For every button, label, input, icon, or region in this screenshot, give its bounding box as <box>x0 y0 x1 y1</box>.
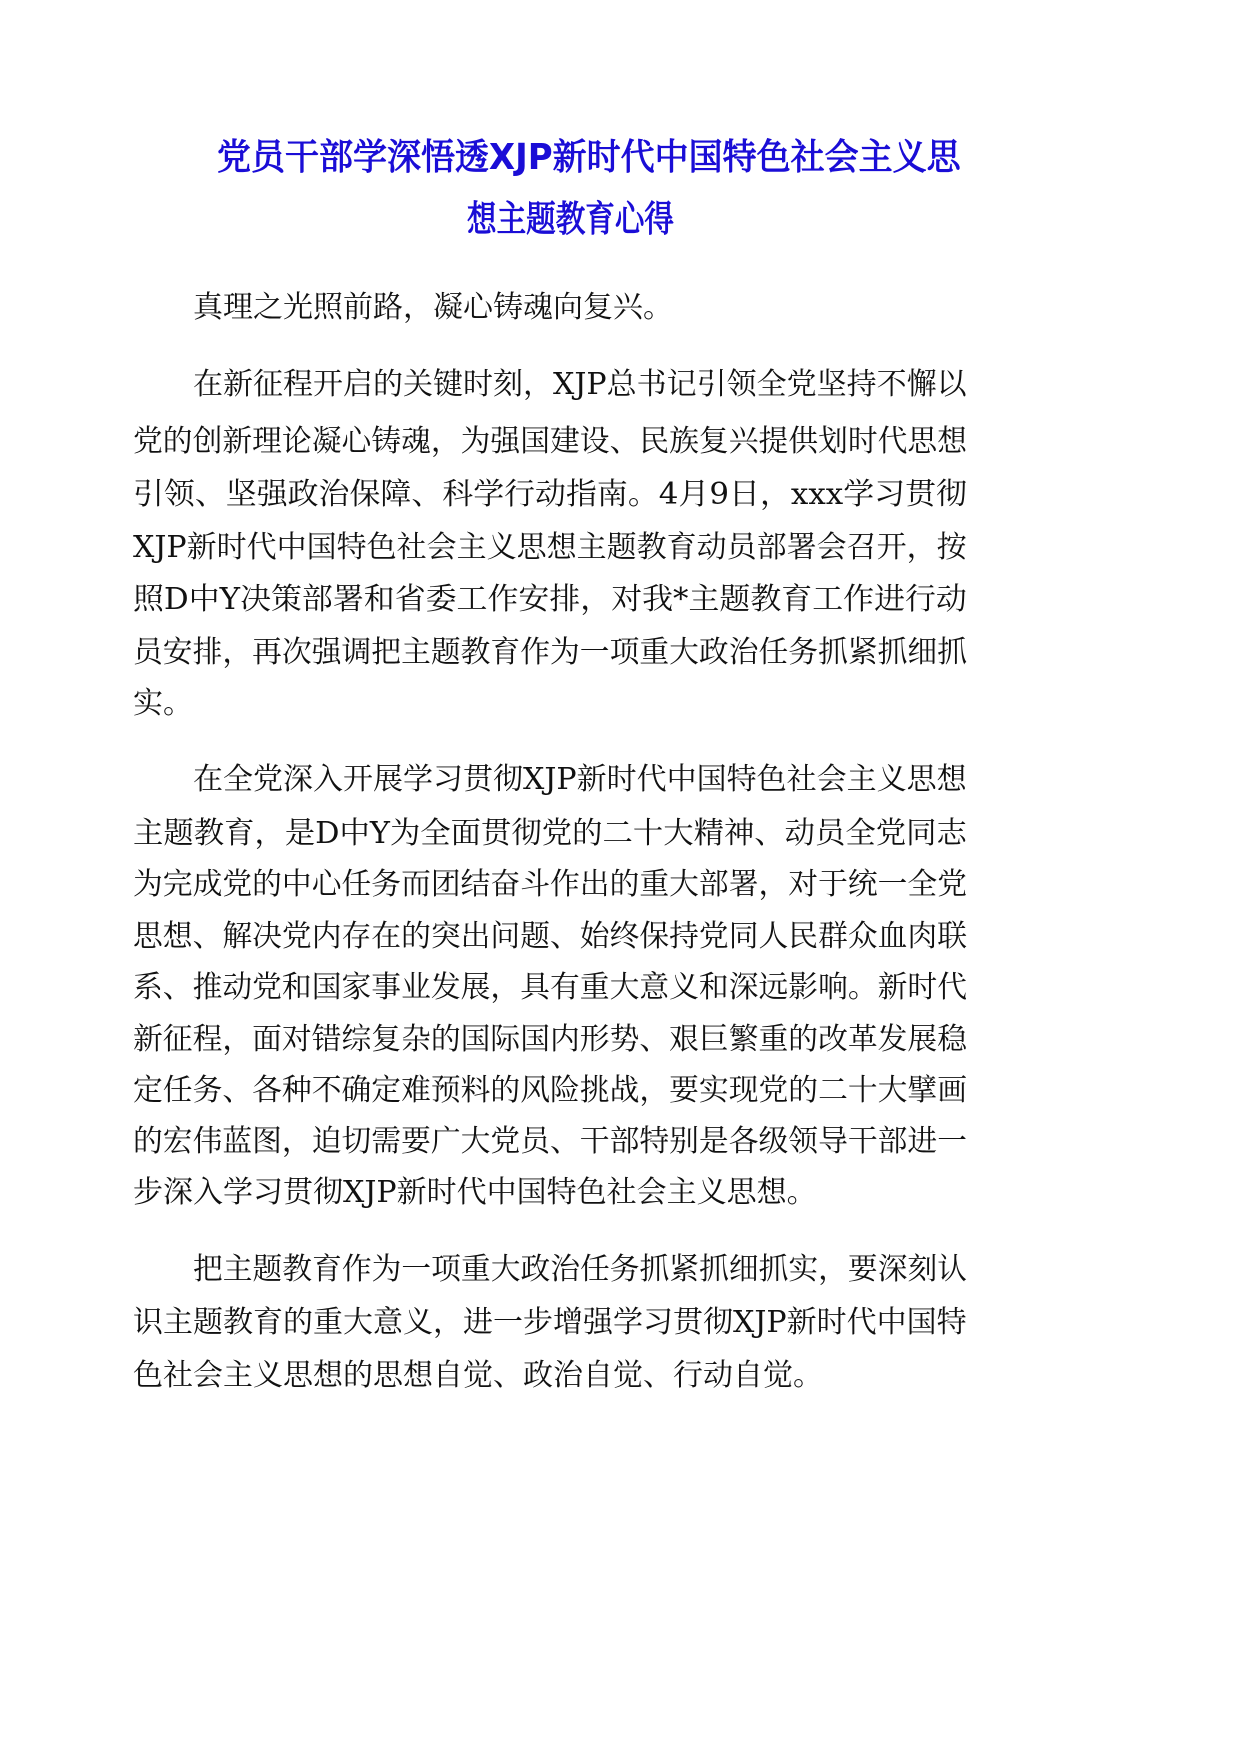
title-line: 想主题教育心得 <box>467 199 675 240</box>
text-line: 引领、坚强政治保障、科学行动指南。4月9日，xxx学习贯彻 <box>133 477 967 512</box>
text-line: 色社会主义思想的思想自觉、政治自觉、行动自觉。 <box>133 1358 823 1393</box>
text-line: 定任务、各种不确定难预料的风险挑战，要实现党的二十大擘画 <box>133 1073 967 1108</box>
title-line: 党员干部学深悟透XJP新时代中国特色社会主义思 <box>217 137 961 178</box>
text-line: 识主题教育的重大意义，进一步增强学习贯彻XJP新时代中国特 <box>133 1305 967 1340</box>
text-line: 在全党深入开展学习贯彻XJP新时代中国特色社会主义思想 <box>193 762 967 797</box>
text-line: 照D中Y决策部署和省委工作安排，对我*主题教育工作进行动 <box>133 582 967 617</box>
text-line: 新征程，面对错综复杂的国际国内形势、艰巨繁重的改革发展稳 <box>133 1022 967 1057</box>
text-line: 真理之光照前路，凝心铸魂向复兴。 <box>193 290 673 325</box>
text-line: 党的创新理论凝心铸魂，为强国建设、民族复兴提供划时代思想 <box>133 424 967 459</box>
text-line: 的宏伟蓝图，迫切需要广大党员、干部特别是各级领导干部进一 <box>133 1124 967 1159</box>
text-line: 在新征程开启的关键时刻，XJP总书记引领全党坚持不懈以 <box>193 367 967 402</box>
text-line: 步深入学习贯彻XJP新时代中国特色社会主义思想。 <box>133 1175 817 1210</box>
text-line: 系、推动党和国家事业发展，具有重大意义和深远影响。新时代 <box>133 970 967 1005</box>
text-line: 思想、解决党内存在的突出问题、始终保持党同人民群众血肉联 <box>133 919 967 954</box>
text-line: XJP新时代中国特色社会主义思想主题教育动员部署会召开，按 <box>133 530 967 565</box>
text-line: 主题教育，是D中Y为全面贯彻党的二十大精神、动员全党同志 <box>133 816 967 851</box>
text-line: 实。 <box>133 686 193 721</box>
text-line: 把主题教育作为一项重大政治任务抓紧抓细抓实，要深刻认 <box>193 1252 967 1287</box>
text-line: 员安排，再次强调把主题教育作为一项重大政治任务抓紧抓细抓 <box>133 635 967 670</box>
text-line: 为完成党的中心任务而团结奋斗作出的重大部署，对于统一全党 <box>133 867 967 902</box>
